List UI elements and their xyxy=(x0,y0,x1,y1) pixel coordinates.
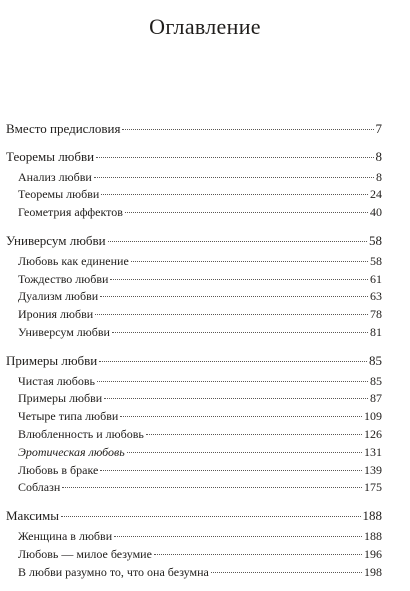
toc-entry-label: Любовь как единение xyxy=(18,253,129,268)
toc-entry-label: Примеры любви xyxy=(6,352,98,368)
dot-leader xyxy=(114,536,362,537)
dot-leader xyxy=(94,177,374,178)
toc-entry-label: Четыре типа любви xyxy=(18,409,119,424)
toc-entry xyxy=(6,462,382,480)
toc-entry xyxy=(6,204,382,222)
dot-leader xyxy=(211,572,362,573)
toc-page-number: 131 xyxy=(364,444,382,459)
toc-entry xyxy=(6,479,382,497)
toc-entry-label: В любви разумно то, что она безумна xyxy=(18,564,209,579)
toc-entry xyxy=(6,390,382,408)
page-title: Оглавление xyxy=(149,14,261,39)
toc-page-number: 109 xyxy=(364,409,382,424)
toc-entry-label: Ирония любви xyxy=(18,307,94,322)
toc-entry xyxy=(6,528,382,546)
toc-entry-label: Теоремы любви xyxy=(6,148,95,164)
table-of-contents xyxy=(6,120,382,591)
toc-page-number: 40 xyxy=(370,205,382,220)
toc-entry-label: Универсум любви xyxy=(6,232,106,248)
toc-section-heading xyxy=(6,120,382,138)
toc-section-heading xyxy=(6,352,382,370)
toc-entry xyxy=(6,288,382,306)
toc-entry-label: Теоремы любви xyxy=(18,187,100,202)
toc-entry xyxy=(6,253,382,271)
toc-page-number: 175 xyxy=(364,480,382,495)
toc-entry-label: Эротическая любовь xyxy=(18,444,125,459)
toc-section xyxy=(6,148,382,222)
dot-leader xyxy=(127,452,362,453)
dot-leader xyxy=(112,332,368,333)
toc-entry-label: Примеры любви xyxy=(18,391,103,406)
toc-entry-label: Влюбленность и любовь xyxy=(18,426,144,441)
dot-leader xyxy=(100,296,368,297)
dot-leader xyxy=(95,314,368,315)
toc-entry-label: Максимы xyxy=(6,508,60,524)
toc-entry xyxy=(6,324,382,342)
toc-entry xyxy=(6,306,382,324)
toc-entry-label: Соблазн xyxy=(18,480,61,495)
toc-page-number: 8 xyxy=(375,148,382,164)
toc-entry xyxy=(6,373,382,391)
toc-section-heading xyxy=(6,232,382,250)
toc-entry xyxy=(6,546,382,564)
toc-entry-label: Вместо предисловия xyxy=(6,121,121,136)
toc-entry-label: Универсум любви xyxy=(18,324,110,339)
toc-entry xyxy=(6,408,382,426)
dot-leader xyxy=(61,516,360,517)
dot-leader xyxy=(62,487,362,488)
dot-leader xyxy=(104,398,368,399)
toc-entry-label: Чистая любовь xyxy=(18,373,95,388)
toc-page-number: 58 xyxy=(369,232,382,248)
toc-entry-label: Женщина в любви xyxy=(18,528,113,543)
toc-section xyxy=(6,352,382,497)
toc-page-number: 85 xyxy=(370,373,382,388)
dot-leader xyxy=(131,261,368,262)
toc-section-heading xyxy=(6,507,382,525)
dot-leader xyxy=(108,241,367,242)
toc-page-number: 188 xyxy=(362,508,382,524)
dot-leader xyxy=(146,434,362,435)
toc-page-number: 8 xyxy=(376,169,382,184)
toc-page-number: 85 xyxy=(369,352,382,368)
toc-entry xyxy=(6,444,382,462)
toc-entry xyxy=(6,169,382,187)
dot-leader xyxy=(122,129,373,130)
toc-page-number: 7 xyxy=(375,121,382,136)
dot-leader xyxy=(100,470,362,471)
toc-entry xyxy=(6,186,382,204)
toc-entry xyxy=(6,271,382,289)
toc-entry-label: Любовь в браке xyxy=(18,462,99,477)
toc-page-number: 198 xyxy=(364,564,382,579)
toc-entry-label: Дуализм любви xyxy=(18,289,99,304)
dot-leader xyxy=(101,194,368,195)
toc-entry xyxy=(6,426,382,444)
toc-page-number: 139 xyxy=(364,462,382,477)
toc-section xyxy=(6,507,382,581)
toc-entry-label: Любовь — милое безумие xyxy=(18,546,152,561)
toc-page-number: 126 xyxy=(364,426,382,441)
toc-page-number: 24 xyxy=(370,187,382,202)
toc-page-number: 87 xyxy=(370,391,382,406)
toc-section-heading xyxy=(6,148,382,166)
toc-entry-label: Анализ любви xyxy=(18,169,92,184)
dot-leader xyxy=(97,381,368,382)
dot-leader xyxy=(96,157,373,158)
toc-page-number: 188 xyxy=(364,528,382,543)
toc-page-number: 78 xyxy=(370,307,382,322)
dot-leader xyxy=(99,361,367,362)
dot-leader xyxy=(154,554,362,555)
toc-page-number: 196 xyxy=(364,546,382,561)
toc-page-number: 61 xyxy=(370,271,382,286)
toc-page-number: 58 xyxy=(370,253,382,268)
toc-entry-label: Геометрия аффектов xyxy=(18,205,123,220)
toc-page-number: 63 xyxy=(370,289,382,304)
dot-leader xyxy=(125,212,368,213)
toc-page-number: 81 xyxy=(370,324,382,339)
toc-section xyxy=(6,120,382,138)
dot-leader xyxy=(120,416,362,417)
toc-entry xyxy=(6,564,382,582)
dot-leader xyxy=(110,279,368,280)
toc-section xyxy=(6,232,382,342)
toc-entry-label: Тождество любви xyxy=(18,271,109,286)
